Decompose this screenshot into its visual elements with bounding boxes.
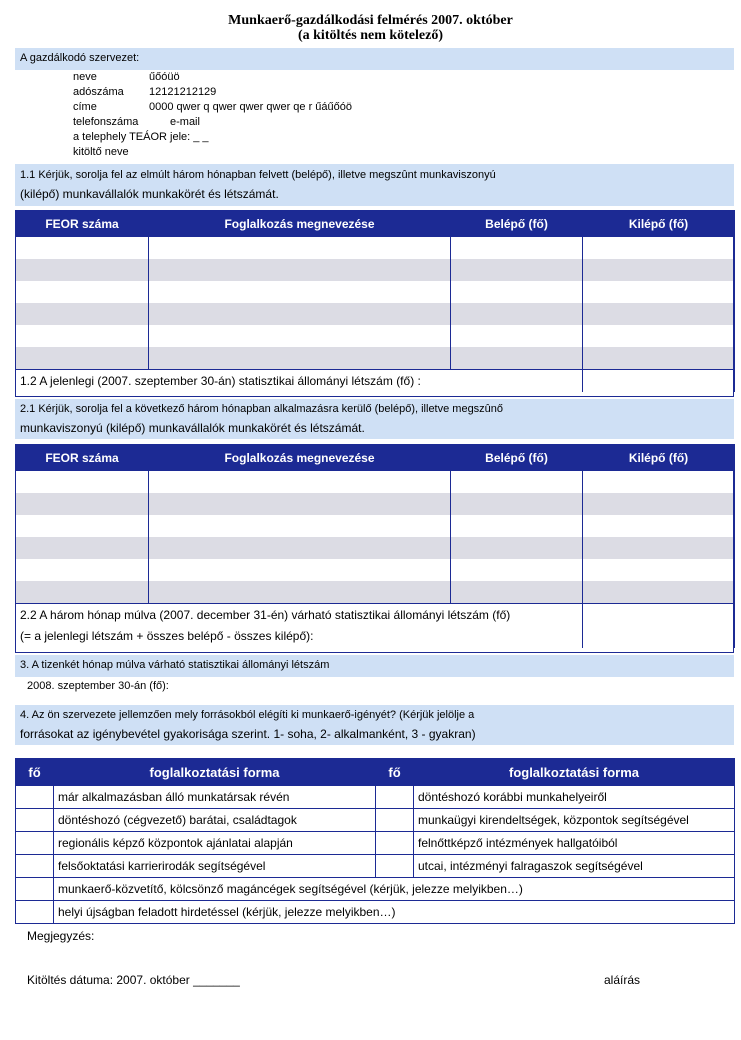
form-label: munkaerő-közvetítő, kölcsönző magáncégek segítségével (kérjük, jelezze melyikben…) [54,878,735,901]
table-row[interactable] [16,471,735,494]
fo-input[interactable] [376,855,414,878]
fo-input[interactable] [376,832,414,855]
org-address-label: címe [73,101,97,113]
col-fo-left: fő [16,759,54,786]
form-title: Munkaerő-gazdálkodási felmérés 2007. október [228,13,513,28]
signature-label: aláírás [604,973,641,987]
table-row[interactable] [16,581,735,604]
section1-headcount-input[interactable] [583,370,735,393]
form-label: regionális képző központok ajánlatai alapján [54,832,376,855]
section2-question-line2: munkaviszonyú (kilépő) munkavállalók munkakörét és létszámát. [20,421,365,435]
section3-band [15,655,734,677]
fo-input[interactable] [16,809,54,832]
org-address-value[interactable]: 0000 qwer q qwer qwer qwer qe r űáűőóö [149,101,353,113]
remarks-label: Megjegyzés: [27,929,95,943]
org-name-value[interactable]: űőóüö [149,71,180,83]
fo-input[interactable] [16,878,54,901]
org-header: A gazdálkodó szervezet: [20,52,140,64]
section1-band [15,164,734,206]
section2-table [15,444,735,648]
table-row [16,855,735,878]
form-label: felsőoktatási karrierirodák segítségével [54,855,376,878]
section2-footer-line1: 2.2 A három hónap múlva (2007. december 31-én) várható statisztikai állományi létszám (fő) [20,608,511,622]
section2-band [15,399,734,439]
form-label: felnőttképző intézmények hallgatóiból [414,832,735,855]
col-entering: Belépő (fő) [451,445,583,471]
fo-input[interactable] [16,901,54,924]
table-row [16,878,735,901]
fill-date: Kitöltés dátuma: 2007. október _______ [27,973,240,987]
col-feor: FEOR száma [16,211,149,237]
fo-input[interactable] [16,855,54,878]
form-label: döntéshozó korábbi munkahelyeiről [414,786,735,809]
form-label: munkaügyi kirendeltségek, központok segítségével [414,809,735,832]
table-row[interactable] [16,237,735,260]
section4-question-line1: 4. Az ön szervezete jellemzően mely forrásokból elégíti ki munkaerő-igényét? (Kérjük jelölje a [20,709,475,721]
org-name-label: neve [73,71,97,83]
col-feor: FEOR száma [16,445,149,471]
col-entering: Belépő (fő) [451,211,583,237]
table-row[interactable] [16,537,735,559]
form-subtitle: (a kitöltés nem kötelező) [297,28,444,43]
section4-question-line2: forrásokat az igénybevétel gyakorisága szerint. 1- soha, 2- alkalmanként, 3 - gyakran) [20,727,476,741]
section4-band [15,705,734,745]
col-leaving: Kilépő (fő) [583,211,735,237]
table-row[interactable] [16,303,735,325]
section2-headcount-input[interactable] [583,604,735,649]
table-row[interactable] [16,259,735,281]
section1-question-line1: 1.1 Kérjük, sorolja fel az elmúlt három hónapban felvett (belépő), illetve megszûnt munkaviszonyú [20,169,496,181]
col-forma-left: foglalkoztatási forma [54,759,376,786]
section3-question-line1: 3. A tizenkét hónap múlva várható statisztikai állományi létszám [20,659,330,671]
table-row [16,786,735,809]
section1-current-headcount: 1.2 A jelenlegi (2007. szeptember 30-án) statisztikai állományi létszám (fő) : [16,370,583,393]
table-row[interactable] [16,281,735,303]
table-row[interactable] [16,515,735,537]
table-row[interactable] [16,325,735,347]
table-row [16,901,735,924]
form-label: helyi újságban feladott hirdetéssel (kérjük, jelezze melyikben…) [54,901,735,924]
form-label: döntéshozó (cégvezető) barátai, családtagok [54,809,376,832]
org-email-label: e-mail [170,116,200,128]
section3-question-line2: 2008. szeptember 30-án (fő): [27,680,169,692]
table-row [16,832,735,855]
org-tax-label: adószáma [73,86,124,98]
table-row [16,809,735,832]
org-filler-label: kitöltő neve [73,146,129,158]
col-occupation: Foglalkozás megnevezése [149,445,451,471]
org-tax-value[interactable]: 12121212129 [149,86,217,98]
section4-table [15,758,735,924]
section2-footer-line2: (= a jelenlegi létszám + összes belépő - összes kilépő): [20,629,314,643]
fo-input[interactable] [376,786,414,809]
fo-input[interactable] [16,786,54,809]
col-leaving: Kilépő (fő) [583,445,735,471]
col-forma-right: foglalkoztatási forma [414,759,735,786]
table-row[interactable] [16,347,735,370]
fo-input[interactable] [376,809,414,832]
section1-table [15,210,735,392]
section2-question-line1: 2.1 Kérjük, sorolja fel a következő három hónapban alkalmazásra kerülő (belépő), illetve megszûnő [20,403,504,415]
org-teaor-label: a telephely TEÁOR jele: _ _ [73,131,209,143]
section2-expected-headcount [16,604,583,649]
table-row[interactable] [16,493,735,515]
org-phone-label: telefonszáma [73,116,139,128]
org-header-band [15,48,734,70]
fo-input[interactable] [16,832,54,855]
table-row[interactable] [16,559,735,581]
col-fo-right: fő [376,759,414,786]
section1-question-line2: (kilépő) munkavállalók munkakörét és létszámát. [20,187,279,201]
form-label: már alkalmazásban álló munkatársak révén [54,786,376,809]
form-label: utcai, intézményi falragaszok segítségével [414,855,735,878]
col-occupation: Foglalkozás megnevezése [149,211,451,237]
